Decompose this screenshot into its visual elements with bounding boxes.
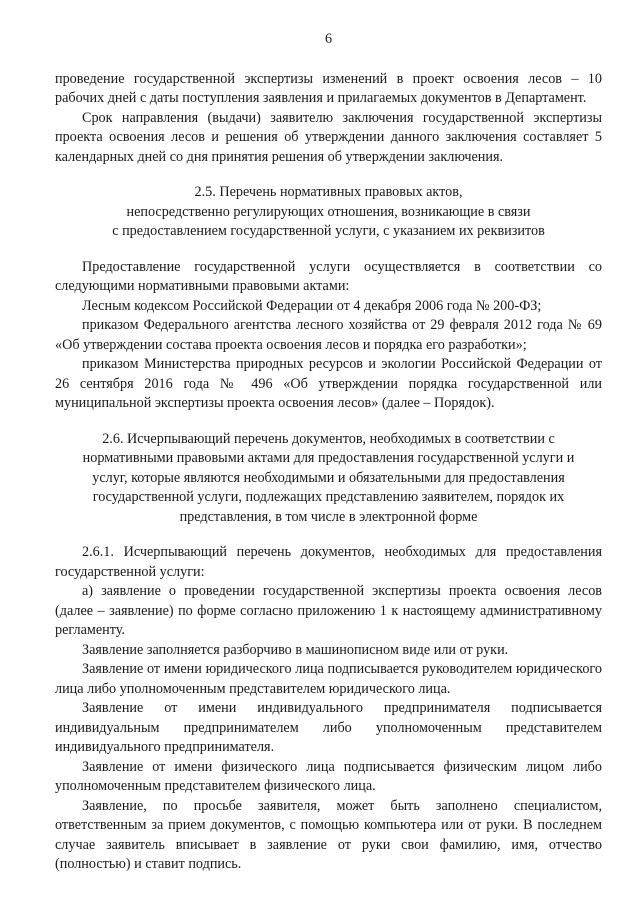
- paragraph: Срок направления (выдачи) заявителю заключения государственной экспертизы проекта освоения лесов и решения об утверждении данного заключения составляет 5 календарных дней со дня принятия решения об утверждении заключения.: [55, 109, 602, 165]
- section-heading-2-5: [55, 183, 602, 242]
- list-item: Лесным кодексом Российской Федерации от 4 декабря 2006 года № 200-ФЗ;: [82, 297, 542, 314]
- heading-line: государственной услуги, подлежащих представлению заявителем, порядок их: [92, 489, 565, 505]
- section-heading-2-6: [55, 430, 602, 528]
- paragraph: а) заявление о проведении государственной экспертизы проекта освоения лесов (далее – заявление) по форме согласно приложению 1 к настоящему административному регламенту.: [55, 583, 602, 638]
- paragraph: Заявление от имени индивидуального предпринимателя подписывается индивидуальным предпринимателем либо уполномоченным представителем индивидуального предпринимателя.: [55, 700, 602, 755]
- list-item: приказом Министерства природных ресурсов и экологии Российской Федерации от 26 сентября 2016 года № 496 «Об утверждении порядка государственной или муниципальной экспертизы проекта освоения лесов» (далее – Порядок).: [55, 356, 602, 411]
- paragraph: Предоставление государственной услуги осуществляется в соответствии со следующими нормативными правовыми актами:: [55, 258, 602, 294]
- paragraph: проведение государственной экспертизы изменений в проект освоения лесов – 10 рабочих дней с даты поступления заявления и прилагаемых документов в Департамент.: [55, 70, 602, 106]
- page-number: 6: [324, 31, 333, 47]
- paragraph: Заявление от имени юридического лица подписывается руководителем юридического лица либо уполномоченным представителем юридического лица.: [55, 661, 602, 697]
- heading-line: с предоставлением государственной услуги, с указанием их реквизитов: [112, 223, 545, 239]
- heading-line: представления, в том числе в электронной форме: [179, 508, 478, 525]
- heading-line: непосредственно регулирующих отношения, возникающие в связи: [126, 203, 531, 220]
- paragraph: 2.6.1. Исчерпывающий перечень документов, необходимых для предоставления государственной услуги:: [55, 544, 602, 580]
- heading-line: 2.6. Исчерпывающий перечень документов, необходимых в соответствии с: [102, 430, 555, 447]
- paragraph: Заявление, по просьбе заявителя, может быть заполнено специалистом, ответственным за прием документов, с помощью компьютера или от руки. В последнем случае заявитель вписывает в заявление от руки свои фамилию, имя, отчество (полностью) и ставит подпись.: [55, 797, 602, 872]
- heading-line: нормативными правовыми актами для предоставления государственной услуги и: [82, 450, 575, 466]
- paragraph: Заявление от имени физического лица подписывается физическим лицом либо уполномоченным представителем физического лица.: [55, 758, 602, 794]
- list-item: приказом Федерального агентства лесного хозяйства от 29 февраля 2012 года № 69 «Об утверждении состава проекта освоения лесов и порядка его разработки»;: [55, 317, 602, 353]
- paragraph: Заявление заполняется разборчиво в машинописном виде или от руки.: [82, 641, 509, 658]
- heading-line: услуг, которые являются необходимыми и обязательными для предоставления: [92, 469, 565, 486]
- heading-line: 2.5. Перечень нормативных правовых актов,: [194, 184, 463, 200]
